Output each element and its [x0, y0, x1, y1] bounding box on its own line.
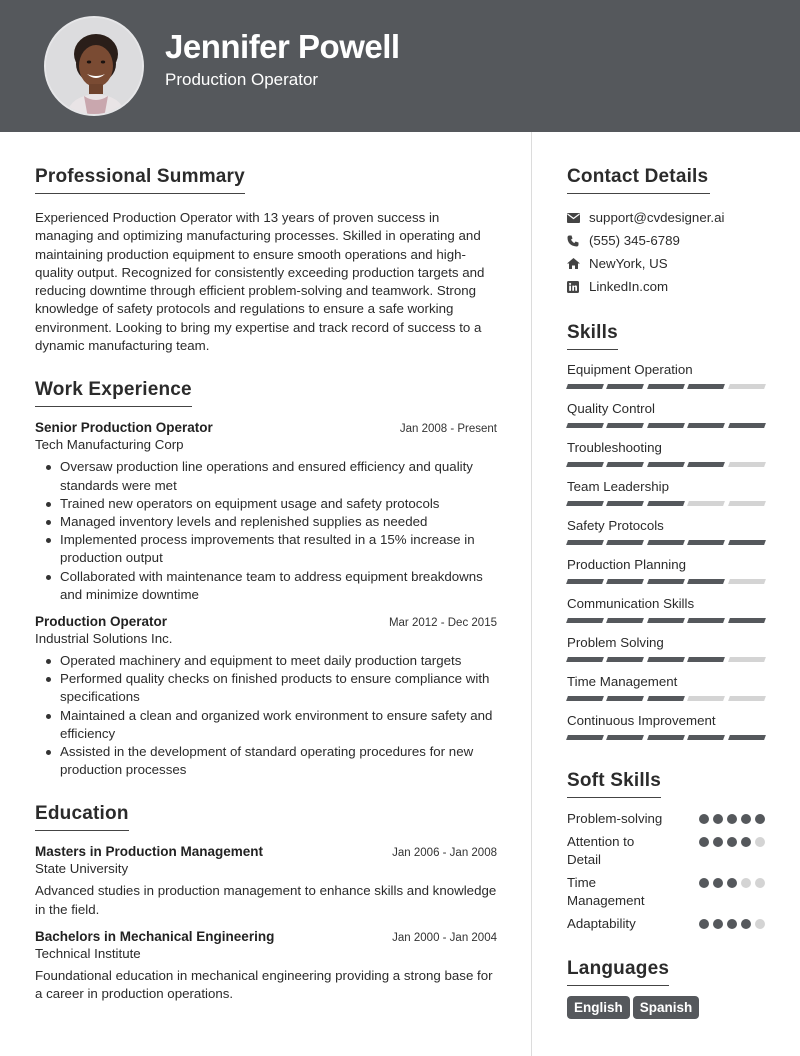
skill-item [567, 478, 765, 506]
contact-heading: Contact Details [567, 166, 710, 194]
soft-skill-item [567, 833, 765, 869]
skill-level-bar [567, 618, 765, 623]
soft-skill-rating [699, 837, 765, 847]
rating-dot [713, 814, 723, 824]
skill-level-segment [647, 540, 685, 545]
degree-title: Masters in Production Management [35, 844, 264, 860]
rating-dot [713, 837, 723, 847]
rating-dot [741, 814, 751, 824]
skill-item [567, 517, 765, 545]
skill-level-segment [687, 579, 725, 584]
rating-dot [727, 814, 737, 824]
skill-level-segment [647, 735, 685, 740]
skill-level-segment [728, 384, 766, 389]
skill-level-segment [566, 735, 604, 740]
skill-level-segment [728, 618, 766, 623]
skill-name: Troubleshooting [567, 440, 662, 455]
job-entry [35, 614, 497, 779]
summary-text: Experienced Production Operator with 13 years of proven success in managing and optimizing manufacturing processes. Skilled in operating and maintaining production equipment to ensure smooth operations and high-quality output. Recognized for consistently exceeding production targets and reducing downtime through efficient problem-solving and teamwork. Strong knowledge of safety protocols and regulations to ensure a safe working environment. Looking to bring my expertise and track record of success to a dynamic manufacturing team. [35, 210, 485, 354]
skill-name: Continuous Improvement [567, 713, 716, 728]
contact-linkedin-text: LinkedIn.com [589, 279, 669, 294]
main-column [35, 132, 497, 1004]
skill-level-segment [687, 501, 725, 506]
job-title: Production Operator [35, 614, 168, 629]
profile-photo [46, 18, 144, 116]
school-name: Technical Institute [35, 946, 141, 962]
rating-dot [713, 919, 723, 929]
skill-item [567, 400, 765, 428]
soft-skills-section [567, 770, 765, 933]
skill-name: Time Management [567, 674, 678, 689]
skill-level-segment [687, 618, 725, 623]
skill-name: Quality Control [567, 401, 655, 416]
education-entry [35, 929, 497, 1004]
rating-dot [699, 837, 709, 847]
skill-level-segment [606, 462, 644, 467]
skill-level-segment [687, 384, 725, 389]
list-item: Implemented process improvements that resulted in a 15% increase in production output [35, 531, 497, 567]
sidebar-column [567, 132, 765, 1019]
skill-level-segment [728, 696, 766, 701]
skill-level-segment [606, 696, 644, 701]
skills-section [567, 322, 765, 740]
skill-level-bar [567, 735, 765, 740]
skill-level-segment [728, 540, 766, 545]
soft-skill-item [567, 810, 765, 828]
skill-level-segment [687, 540, 725, 545]
languages-section [567, 958, 765, 1019]
contact-location-text: NewYork, US [589, 256, 668, 271]
rating-dot [741, 878, 751, 888]
skill-level-segment [566, 540, 604, 545]
candidate-name: Jennifer Powell [165, 28, 400, 65]
skill-name: Problem Solving [567, 635, 664, 650]
rating-dot [755, 814, 765, 824]
skill-name: Equipment Operation [567, 362, 693, 377]
skill-level-segment [606, 540, 644, 545]
contact-section [567, 166, 765, 298]
soft-skill-name: Adaptability [567, 916, 636, 931]
list-item: Maintained a clean and organized work environment to ensure safety and efficiency [35, 707, 497, 743]
rating-dot [699, 878, 709, 888]
summary-heading: Professional Summary [35, 166, 245, 194]
job-company: Tech Manufacturing Corp [35, 437, 184, 453]
skill-level-segment [606, 501, 644, 506]
skill-level-segment [687, 462, 725, 467]
job-dates: Mar 2012 - Dec 2015 [388, 617, 497, 629]
skill-level-segment [606, 384, 644, 389]
skills-list [567, 361, 765, 740]
job-dates: Jan 2008 - Present [399, 423, 497, 436]
soft-skill-name: Attention to Detail [567, 834, 635, 867]
experience-heading: Work Experience [35, 379, 192, 407]
skill-level-segment [566, 501, 604, 506]
header-banner [0, 0, 800, 132]
rating-dot [727, 878, 737, 888]
skill-item [567, 634, 765, 662]
linkedin-icon [567, 281, 589, 293]
phone-icon [567, 235, 589, 247]
skill-level-bar [567, 384, 765, 389]
list-item: Operated machinery and equipment to meet daily production targets [35, 652, 497, 670]
contact-email-text: support@cvdesigner.ai [589, 210, 725, 225]
skill-name: Communication Skills [567, 596, 695, 611]
skill-level-segment [728, 657, 766, 662]
envelope-icon [567, 213, 589, 223]
skill-level-segment [728, 735, 766, 740]
rating-dot [741, 837, 751, 847]
rating-dot [755, 878, 765, 888]
language-badge: Spanish [633, 996, 700, 1019]
skill-level-bar [567, 501, 765, 506]
degree-title: Bachelors in Mechanical Engineering [35, 929, 275, 945]
skill-level-segment [566, 579, 604, 584]
list-item: Managed inventory levels and replenished supplies as needed [35, 513, 497, 531]
soft-skill-name: Problem-solving [567, 811, 663, 826]
soft-skills-list [567, 810, 765, 933]
education-description: Advanced studies in production management to enhance skills and knowledge in the field. [35, 883, 497, 917]
skill-level-segment [647, 579, 685, 584]
skill-level-segment [606, 735, 644, 740]
soft-skills-heading: Soft Skills [567, 770, 661, 798]
soft-skill-rating [699, 814, 765, 824]
skill-level-bar [567, 657, 765, 662]
skill-level-segment [566, 384, 604, 389]
skill-level-bar [567, 462, 765, 467]
skill-level-bar [567, 579, 765, 584]
list-item: Oversaw production line operations and ensured efficiency and quality standards were met [35, 458, 497, 494]
languages-heading: Languages [567, 958, 669, 986]
skill-item [567, 712, 765, 740]
education-entry [35, 844, 497, 919]
contact-email[interactable] [567, 206, 765, 229]
education-heading: Education [35, 803, 129, 831]
contact-location [567, 252, 765, 275]
skill-name: Production Planning [567, 557, 687, 572]
skill-level-bar [567, 423, 765, 428]
job-bullets [35, 458, 497, 604]
list-item: Performed quality checks on finished products to ensure compliance with specifications [35, 670, 497, 706]
education-description: Foundational education in mechanical engineering providing a strong base for a career in production operations. [35, 968, 493, 1002]
avatar [44, 16, 144, 116]
skill-level-segment [647, 384, 685, 389]
language-badge: English [567, 996, 630, 1019]
skill-level-segment [647, 657, 685, 662]
list-item: Collaborated with maintenance team to address equipment breakdowns and minimize downtime [35, 568, 497, 604]
skill-level-bar [567, 696, 765, 701]
candidate-title: Production Operator [165, 70, 319, 89]
contact-linkedin[interactable] [567, 275, 765, 298]
job-title: Senior Production Operator [35, 420, 213, 436]
rating-dot [755, 837, 765, 847]
skill-item [567, 361, 765, 389]
skill-name: Team Leadership [567, 479, 670, 494]
contact-phone-text: (555) 345-6789 [589, 233, 680, 248]
soft-skill-name: Time Management [567, 875, 645, 908]
skill-level-segment [566, 618, 604, 623]
skill-level-segment [566, 657, 604, 662]
job-bullets [35, 652, 497, 779]
rating-dot [727, 919, 737, 929]
skill-level-segment [606, 657, 644, 662]
skill-level-segment [647, 618, 685, 623]
skill-level-segment [687, 735, 725, 740]
rating-dot [727, 837, 737, 847]
job-company: Industrial Solutions Inc. [35, 631, 173, 646]
rating-dot [699, 814, 709, 824]
skill-level-segment [647, 501, 685, 506]
skill-level-segment [687, 696, 725, 701]
soft-skill-rating [699, 919, 765, 929]
skill-item [567, 556, 765, 584]
list-item: Trained new operators on equipment usage and safety protocols [35, 495, 497, 513]
skill-level-segment [606, 579, 644, 584]
rating-dot [713, 878, 723, 888]
skill-item [567, 673, 765, 701]
education-dates: Jan 2006 - Jan 2008 [392, 847, 497, 860]
skill-name: Safety Protocols [567, 518, 664, 533]
home-icon [567, 258, 589, 269]
skill-level-segment [606, 618, 644, 623]
soft-skill-rating [699, 878, 765, 888]
skill-level-segment [647, 696, 685, 701]
rating-dot [755, 919, 765, 929]
soft-skill-item [567, 874, 765, 910]
skill-item [567, 595, 765, 623]
summary-section [35, 166, 497, 355]
skill-level-segment [566, 423, 604, 428]
skill-level-segment [566, 696, 604, 701]
education-section [35, 803, 497, 1003]
skill-level-segment [647, 423, 685, 428]
skill-level-segment [728, 501, 766, 506]
column-divider [531, 132, 532, 1056]
contact-phone[interactable] [567, 229, 765, 252]
skill-level-segment [606, 423, 644, 428]
skill-level-segment [687, 423, 725, 428]
experience-section [35, 379, 497, 779]
education-dates: Jan 2000 - Jan 2004 [392, 932, 497, 945]
school-name: State University [35, 861, 129, 877]
skill-level-bar [567, 540, 765, 545]
skill-level-segment [728, 462, 766, 467]
skill-level-segment [687, 657, 725, 662]
skill-level-segment [728, 423, 766, 428]
job-entry [35, 420, 497, 604]
skills-heading: Skills [567, 322, 618, 350]
skill-item [567, 439, 765, 467]
rating-dot [699, 919, 709, 929]
list-item: Assisted in the development of standard operating procedures for new production processes [35, 743, 497, 779]
soft-skill-item [567, 915, 765, 933]
rating-dot [741, 919, 751, 929]
skill-level-segment [566, 462, 604, 467]
skill-level-segment [647, 462, 685, 467]
languages-list [567, 996, 765, 1019]
skill-level-segment [728, 579, 766, 584]
